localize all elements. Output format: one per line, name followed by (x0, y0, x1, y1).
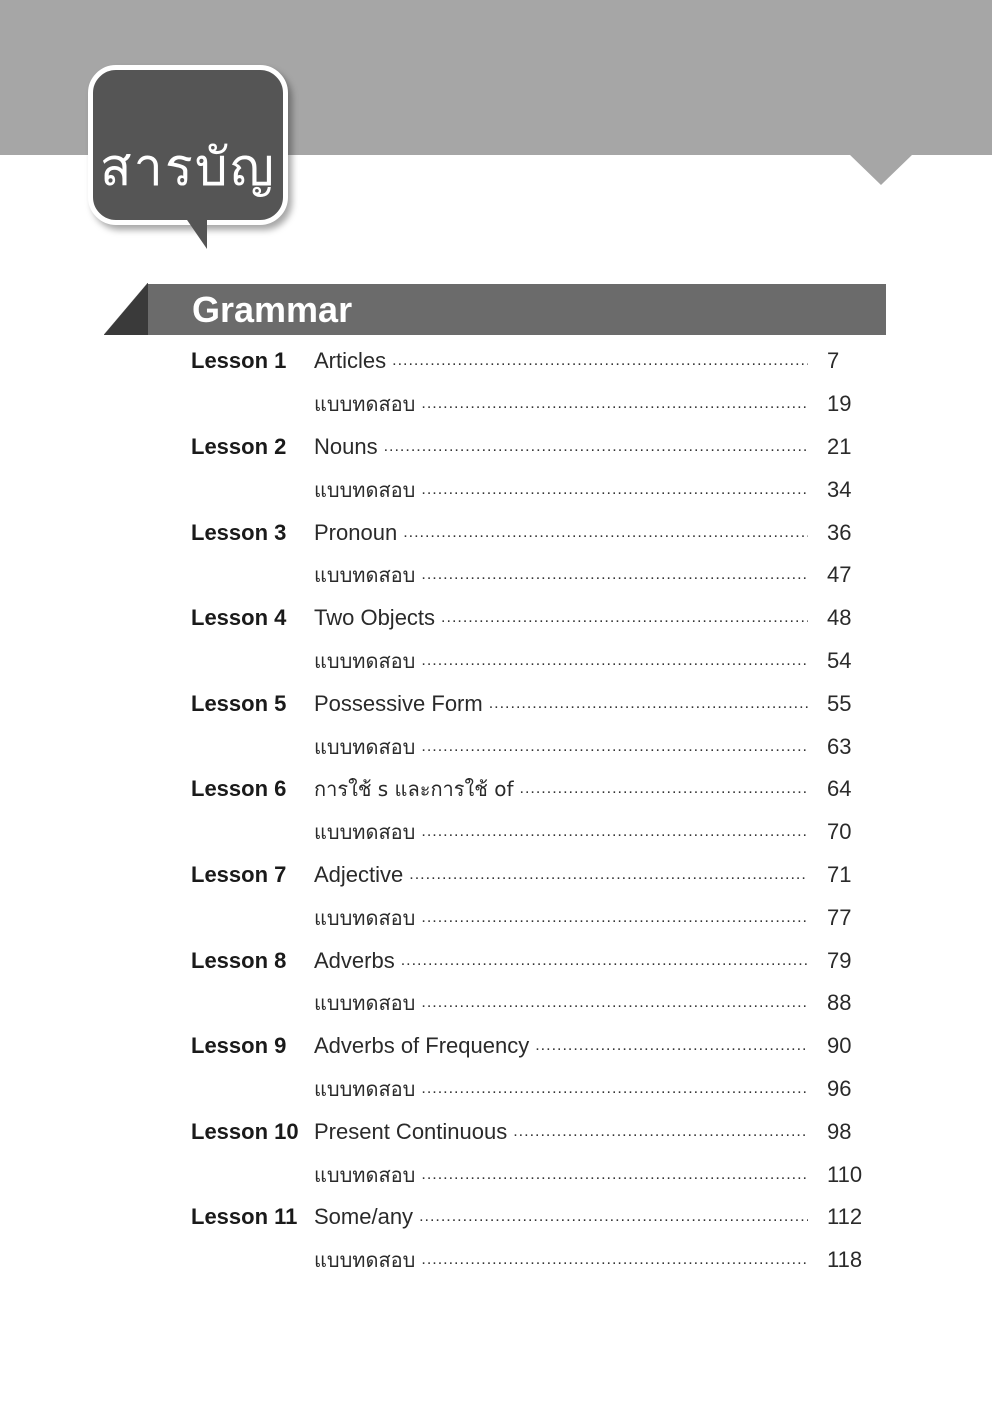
page-number: 64 (827, 776, 852, 802)
dot-leaders (421, 1251, 808, 1269)
entry-title: แบบทดสอบ (314, 648, 416, 673)
entry-title: แบบทดสอบ (314, 1076, 416, 1101)
toc-row[interactable] (191, 340, 891, 383)
lesson-label: Lesson 7 (191, 861, 287, 887)
section-title: Grammar (192, 289, 353, 330)
dot-leaders (421, 566, 808, 584)
dot-leaders (409, 866, 808, 884)
entry-title: Adverbs (314, 947, 395, 973)
page-number: 36 (827, 519, 852, 545)
page-number: 88 (827, 990, 852, 1016)
dot-leaders (421, 823, 808, 841)
entry-title: Present Continuous (314, 1118, 508, 1144)
table-of-contents (191, 340, 891, 1282)
page-number: 118 (827, 1247, 863, 1273)
page-number: 19 (827, 391, 852, 417)
page-number: 79 (827, 947, 852, 973)
toc-row[interactable] (191, 640, 891, 683)
lesson-label: Lesson 11 (191, 1204, 298, 1230)
header-notch-decoration (849, 154, 913, 185)
entry-title: แบบทดสอบ (314, 392, 416, 417)
toc-row[interactable] (191, 1239, 891, 1282)
section-header-bar (148, 284, 886, 335)
entry-title: Articles (314, 348, 387, 374)
dot-leaders (489, 695, 808, 713)
bubble-tail (185, 217, 207, 249)
entry-title: Pronoun (314, 519, 398, 545)
entry-title: แบบทดสอบ (314, 1162, 416, 1187)
toc-row[interactable] (191, 768, 891, 811)
entry-title: Possessive Form (314, 690, 483, 716)
dot-leaders (535, 1037, 808, 1055)
toc-row[interactable] (191, 426, 891, 469)
dot-leaders (421, 395, 808, 413)
toc-row[interactable] (191, 554, 891, 597)
dot-leaders (421, 994, 808, 1012)
toc-row[interactable] (191, 725, 891, 768)
page-title: สารบัญ (99, 138, 277, 198)
page-number: 21 (827, 433, 852, 459)
toc-row[interactable] (191, 383, 891, 426)
page-number: 71 (827, 861, 852, 887)
toc-row[interactable] (191, 1110, 891, 1153)
lesson-label: Lesson 3 (191, 519, 287, 545)
toc-row[interactable] (191, 854, 891, 897)
page-number: 70 (827, 819, 852, 845)
lesson-label: Lesson 10 (191, 1118, 299, 1144)
lesson-label: Lesson 2 (191, 433, 287, 459)
page-number: 55 (827, 690, 852, 716)
page-number: 63 (827, 733, 852, 759)
entry-title: Some/any (314, 1204, 414, 1230)
dot-leaders (441, 609, 808, 627)
entry-title: แบบทดสอบ (314, 991, 416, 1016)
entry-title: แบบทดสอบ (314, 563, 416, 588)
page-number: 98 (827, 1118, 852, 1144)
page-number: 77 (827, 904, 852, 930)
toc-row[interactable] (191, 939, 891, 982)
page-number: 47 (827, 562, 852, 588)
dot-leaders (401, 952, 808, 970)
dot-leaders (419, 1208, 808, 1226)
page-number: 54 (827, 647, 852, 673)
dot-leaders (392, 352, 808, 370)
toc-row[interactable] (191, 682, 891, 725)
dot-leaders (520, 780, 808, 798)
entry-title: แบบทดสอบ (314, 820, 416, 845)
entry-title: แบบทดสอบ (314, 1248, 416, 1273)
dot-leaders (384, 438, 808, 456)
dot-leaders (403, 524, 808, 542)
lesson-label: Lesson 1 (191, 348, 287, 374)
page-number: 90 (827, 1033, 852, 1059)
lesson-label: Lesson 9 (191, 1033, 287, 1059)
toc-row[interactable] (191, 597, 891, 640)
toc-row[interactable] (191, 511, 891, 554)
dot-leaders (421, 1080, 808, 1098)
entry-title: แบบทดสอบ (314, 905, 416, 930)
dot-leaders (513, 1123, 808, 1141)
entry-title: แบบทดสอบ (314, 477, 416, 502)
dot-leaders (421, 909, 808, 927)
entry-title: Adverbs of Frequency (314, 1033, 530, 1059)
page-number: 96 (827, 1075, 852, 1101)
entry-title: แบบทดสอบ (314, 734, 416, 759)
entry-title: Two Objects (314, 605, 436, 631)
dot-leaders (421, 481, 808, 499)
toc-row[interactable] (191, 896, 891, 939)
section-flag-decoration (104, 283, 148, 335)
page-number: 110 (827, 1161, 863, 1187)
toc-row[interactable] (191, 468, 891, 511)
toc-row[interactable] (191, 1025, 891, 1068)
toc-row[interactable] (191, 1153, 891, 1196)
entry-title: Nouns (314, 433, 378, 459)
lesson-label: Lesson 6 (191, 776, 287, 802)
dot-leaders (421, 1166, 808, 1184)
title-speech-bubble (88, 65, 293, 265)
dot-leaders (421, 652, 808, 670)
entry-title: Adjective (314, 861, 404, 887)
entry-title: การใช้ s และการใช้ of (314, 777, 514, 802)
lesson-label: Lesson 4 (191, 605, 287, 631)
toc-row[interactable] (191, 811, 891, 854)
toc-row[interactable] (191, 1196, 891, 1239)
lesson-label: Lesson 8 (191, 947, 287, 973)
page-number: 7 (827, 348, 840, 374)
bubble-body (88, 65, 288, 225)
toc-row[interactable] (191, 1068, 891, 1111)
page-number: 48 (827, 605, 852, 631)
page-number: 112 (827, 1204, 863, 1230)
lesson-label: Lesson 5 (191, 690, 287, 716)
toc-row[interactable] (191, 982, 891, 1025)
page-number: 34 (827, 476, 852, 502)
dot-leaders (421, 738, 808, 756)
